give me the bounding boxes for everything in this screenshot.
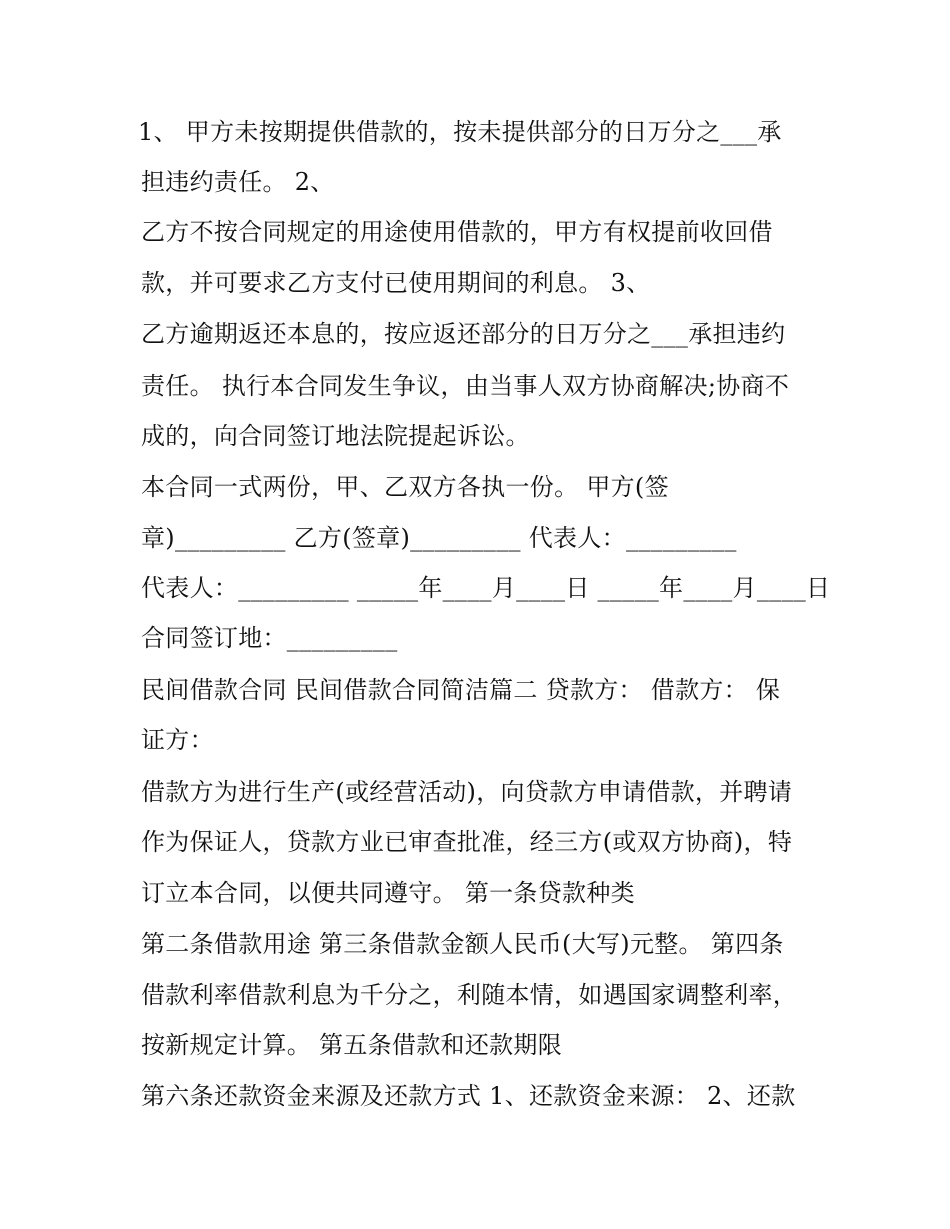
text-line: 第六条还款资金来源及还款方式 1、还款资金来源： 2、还款 xyxy=(141,1082,796,1110)
text-line: 借款方为进行生产(或经营活动)，向贷款方申请借款，并聘请 xyxy=(141,778,793,806)
text-line: 乙方逾期返还本息的，按应返还部分的日万分之___承担违约 xyxy=(141,320,786,348)
text-line: 借款利率借款利息为千分之，利随本情，如遇国家调整利率， xyxy=(141,981,798,1009)
text-line: 证方： xyxy=(141,726,214,754)
text-line: 1、 甲方未按期提供借款的，按未提供部分的日万分之___承 xyxy=(138,118,782,146)
text-line: 订立本合同，以便共同遵守。 第一条贷款种类 xyxy=(141,879,635,907)
text-line: 成的，向合同签订地法院提起诉讼。 xyxy=(141,422,530,450)
text-line: 责任。 执行本合同发生争议，由当事人双方协商解决;协商不 xyxy=(141,372,790,400)
signing-place-line: 合同签订地：_________ xyxy=(141,624,398,652)
section-title-line: 民间借款合同 民间借款合同简洁篇二 贷款方： 借款方： 保 xyxy=(141,676,781,704)
text-line: 第二条借款用途 第三条借款金额人民币(大写)元整。 第四条 xyxy=(141,930,784,958)
signature-line: 章)_________ 乙方(签章)_________ 代表人：_________ xyxy=(141,524,737,552)
text-line: 本合同一式两份，甲、乙双方各执一份。 甲方(签 xyxy=(141,473,669,501)
text-line: 担违约责任。 2、 xyxy=(141,168,335,196)
text-line: 按新规定计算。 第五条借款和还款期限 xyxy=(141,1031,563,1059)
text-line: 款，并可要求乙方支付已使用期间的利息。 3、 xyxy=(141,269,651,297)
text-line: 作为保证人，贷款方业已审查批准，经三方(或双方协商)，特 xyxy=(141,828,793,856)
date-line: 代表人：_________ _____年____月____日 _____年____月____日 xyxy=(141,574,831,602)
text-line: 乙方不按合同规定的用途使用借款的，甲方有权提前收回借 xyxy=(141,218,773,246)
